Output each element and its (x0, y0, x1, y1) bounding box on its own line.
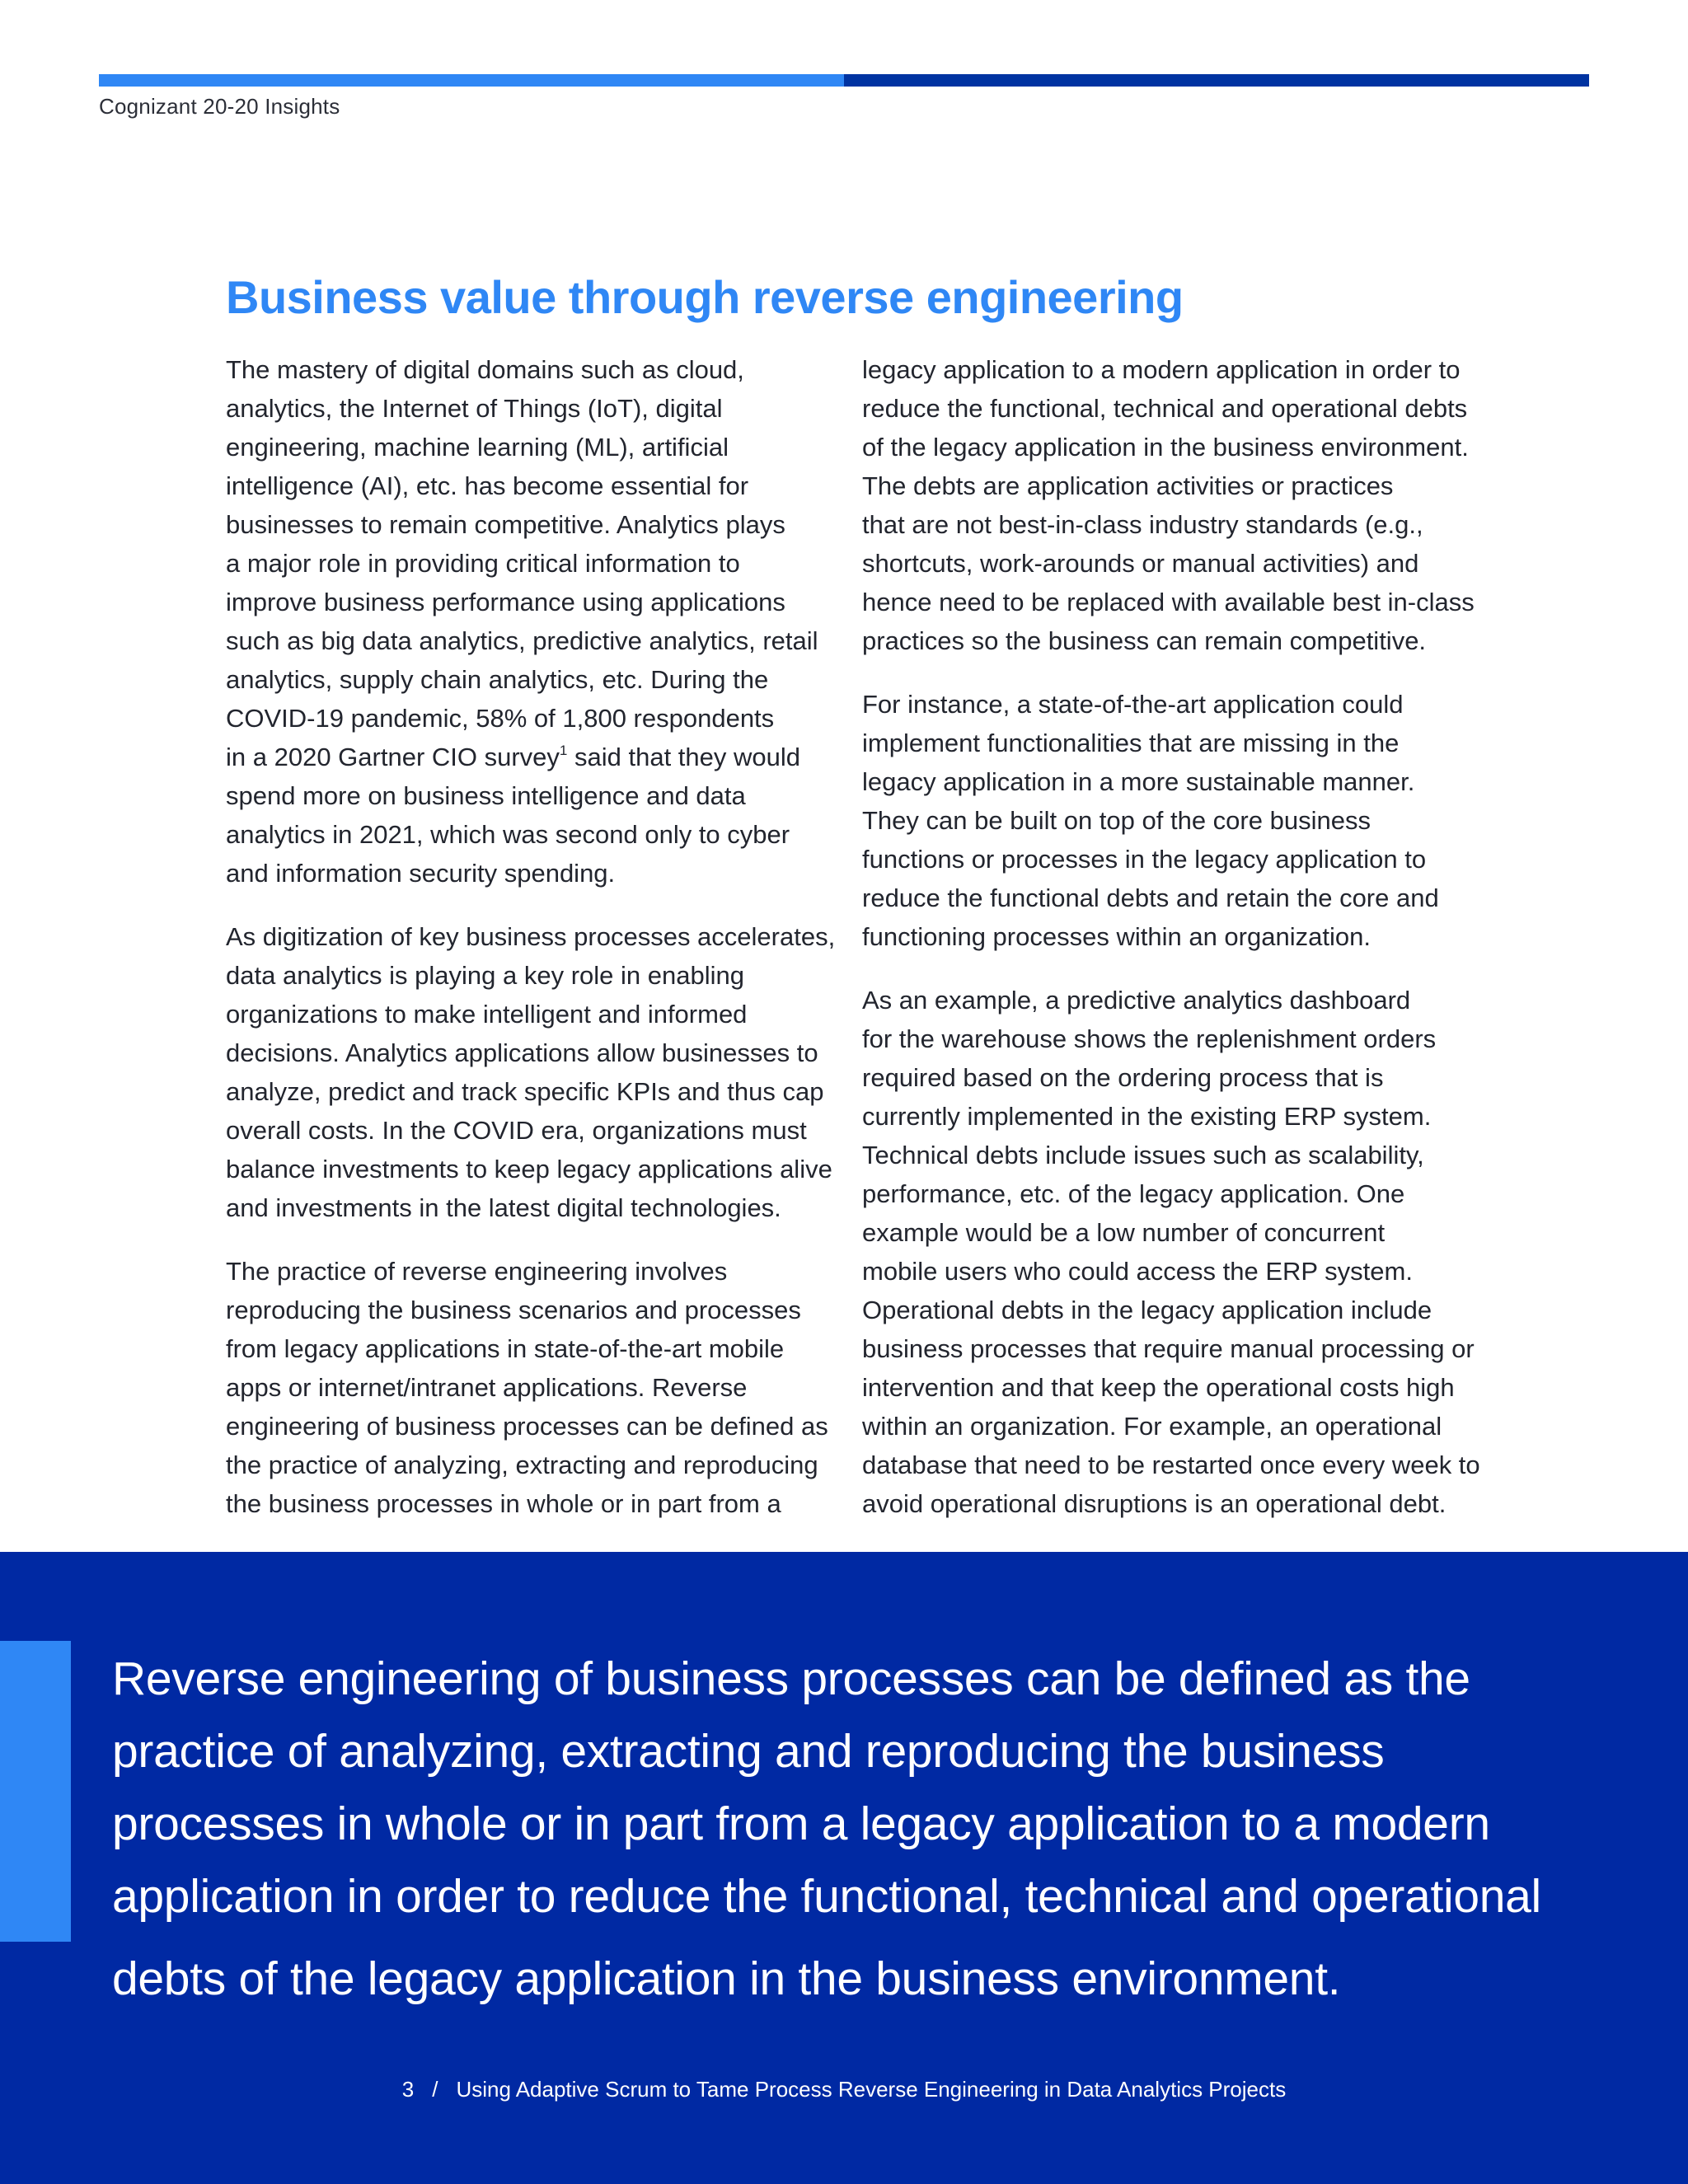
text-line: business processes that require manual processing or (862, 1334, 1475, 1363)
text-line: COVID-19 pandemic, 58% of 1,800 respondents (226, 704, 775, 733)
pull-quote-line: debts of the legacy application in the business environment. (112, 1952, 1341, 2005)
text-line: analytics in 2021, which was second only to cyber (226, 820, 790, 849)
text-line: required based on the ordering process that is (862, 1063, 1384, 1092)
text-line: practices so the business can remain competitive. (862, 626, 1427, 655)
section-title: Business value through reverse engineering (226, 271, 1184, 323)
text-line: shortcuts, work-arounds or manual activities) and (862, 549, 1419, 578)
text-line: The mastery of digital domains such as cloud, (226, 355, 744, 384)
text-line: the business processes in whole or in part from a (226, 1489, 781, 1518)
text-line: As an example, a predictive analytics dashboard (862, 986, 1411, 1015)
text-line: reduce the functional debts and retain the core and (862, 883, 1439, 912)
text-line: intelligence (AI), etc. has become essential for (226, 471, 749, 500)
text-line: avoid operational disruptions is an operational debt. (862, 1489, 1447, 1518)
text-line: hence need to be replaced with available best in-class (862, 588, 1475, 616)
text-line: overall costs. In the COVID era, organizations must (226, 1116, 807, 1145)
publication-name: Cognizant 20-20 Insights (99, 94, 340, 119)
text-line: businesses to remain competitive. Analytics plays (226, 510, 785, 539)
right-paragraph-1 (862, 350, 1480, 660)
text-line: engineering, machine learning (ML), artificial (226, 433, 729, 462)
pull-quote (112, 1643, 1662, 2015)
pull-quote-band (0, 1552, 1688, 2184)
header-rule-light-segment (99, 74, 844, 87)
left-column (226, 350, 844, 1548)
text-fragment: said that they would (567, 743, 801, 771)
document-title: Using Adaptive Scrum to Tame Process Reverse Engineering in Data Analytics Projects (456, 2077, 1287, 2102)
text-line: analytics, the Internet of Things (IoT), digital (226, 394, 723, 423)
right-paragraph-3 (862, 981, 1480, 1523)
text-line: the practice of analyzing, extracting and reproducing (226, 1451, 818, 1479)
text-line: analytics, supply chain analytics, etc. During the (226, 665, 769, 694)
text-line: of the legacy application in the business environment. (862, 433, 1469, 462)
header-rule-dark-segment (844, 74, 1589, 87)
text-line: such as big data analytics, predictive analytics, retail (226, 626, 818, 655)
left-paragraph-3 (226, 1252, 844, 1523)
page-footer (0, 2077, 1688, 2102)
text-line: a major role in providing critical information to (226, 549, 740, 578)
text-line: within an organization. For example, an operational (862, 1412, 1442, 1441)
text-line: functions or processes in the legacy application to (862, 845, 1427, 874)
text-line: spend more on business intelligence and data (226, 781, 746, 810)
text-line: For instance, a state-of-the-art application could (862, 690, 1404, 719)
text-line: reduce the functional, technical and operational debts (862, 394, 1468, 423)
text-line: Technical debts include issues such as scalability, (862, 1141, 1424, 1169)
text-line: engineering of business processes can be defined as (226, 1412, 828, 1441)
right-paragraph-2 (862, 685, 1480, 956)
text-line: analyze, predict and track specific KPIs and thus cap (226, 1077, 824, 1106)
text-fragment: in a 2020 Gartner CIO survey (226, 743, 560, 771)
text-line: The practice of reverse engineering involves (226, 1257, 728, 1286)
text-line: The debts are application activities or practices (862, 471, 1394, 500)
pull-quote-line: practice of analyzing, extracting and reproducing the business (112, 1725, 1385, 1778)
left-paragraph-1 (226, 350, 844, 893)
pull-quote-line: application in order to reduce the functional, technical and operational (112, 1870, 1541, 1923)
right-column (862, 350, 1480, 1548)
text-line-with-footnote (226, 738, 844, 776)
pull-quote-line: processes in whole or in part from a legacy application to a modern (112, 1797, 1490, 1850)
text-line: data analytics is playing a key role in enabling (226, 961, 744, 990)
text-line: performance, etc. of the legacy application. One (862, 1179, 1405, 1208)
page-number: 3 (401, 2077, 415, 2102)
left-paragraph-2 (226, 917, 844, 1227)
text-line: As digitization of key business processes accelerates, (226, 922, 836, 951)
text-line: for the warehouse shows the replenishment orders (862, 1024, 1437, 1053)
footer-separator: / (432, 2077, 438, 2102)
text-line: Operational debts in the legacy application include (862, 1296, 1432, 1324)
text-line: from legacy applications in state-of-the-art mobile (226, 1334, 785, 1363)
text-line: legacy application in a more sustainable manner. (862, 767, 1415, 796)
text-line: They can be built on top of the core business (862, 806, 1371, 835)
footnote-marker[interactable]: 1 (559, 742, 568, 758)
text-line: organizations to make intelligent and informed (226, 1000, 748, 1029)
text-line: and information security spending. (226, 859, 616, 888)
text-line: reproducing the business scenarios and processes (226, 1296, 801, 1324)
pull-quote-accent-bar (0, 1641, 71, 1942)
text-line: and investments in the latest digital technologies. (226, 1193, 781, 1222)
header-rule (99, 74, 1589, 87)
text-line: improve business performance using applications (226, 588, 785, 616)
text-line: functioning processes within an organization. (862, 922, 1371, 951)
text-line: database that need to be restarted once every week to (862, 1451, 1480, 1479)
text-line: balance investments to keep legacy applications alive (226, 1155, 832, 1183)
text-line: implement functionalities that are missing in the (862, 729, 1400, 757)
text-line: intervention and that keep the operational costs high (862, 1373, 1455, 1402)
text-line: decisions. Analytics applications allow businesses to (226, 1038, 818, 1067)
text-line: that are not best-in-class industry standards (e.g., (862, 510, 1423, 539)
text-line: currently implemented in the existing ERP system. (862, 1102, 1432, 1131)
pull-quote-line: Reverse engineering of business processes can be defined as the (112, 1652, 1470, 1705)
text-line: mobile users who could access the ERP system. (862, 1257, 1413, 1286)
text-line: example would be a low number of concurrent (862, 1218, 1386, 1247)
text-line: apps or internet/intranet applications. Reverse (226, 1373, 748, 1402)
text-line: legacy application to a modern application in order to (862, 355, 1461, 384)
